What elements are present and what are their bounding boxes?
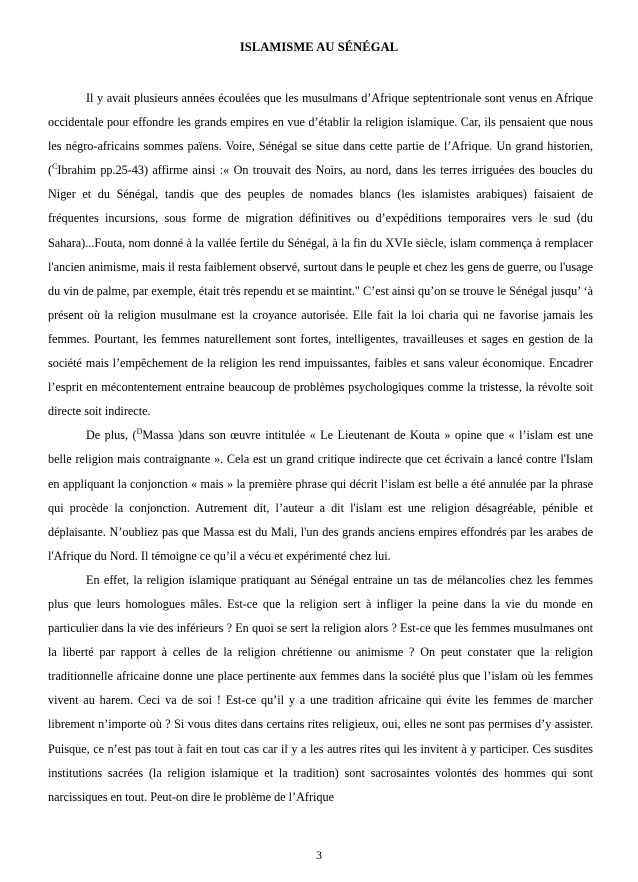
paragraph-1-text-b: Ibrahim pp.25-43) affirme ainsi :« On trouvait des Noirs, au nord, dans les terres irriguées des boucles du Niger et du Sénégal, tandis que des peuples de nomades blancs (les islamistes arabiques) faisaient de fréquentes incursions, sous forme de migration définitives ou d’expéditions temporaires vers le sud (du Sahara)...Fouta, nom donné à la vallée fertile du Sénégal, à la fin du XVIe siècle, islam commença à remplacer l'ancien animisme, mais il resta faiblement observé, surtout dans le peuple et chez les gens de guerre, ou l'usage du vin de palme, par exemple, était très rependu et se maintint." C’est ainsi qu’on se trouve le Sénégal jusqu’ ‘à présent où la religion musulmane est la croyance autorisée. Elle fait la loi charia qui ne favorise jamais les femmes. Pourtant, les femmes naturellement sont fortes, intelligentes, travailleuses et sages en gestion de la société mais l’empêchement de la religion les rend impuissantes, faibles et sans valeur économique. Encadrer l’esprit en mécontentement entraine beaucoup de problèmes psychologiques comme la tristesse, la révolte soit directe soit indirecte. bbox=[48, 163, 593, 419]
page-number: 3 bbox=[316, 848, 322, 862]
paragraph-3: En effet, la religion islamique pratiquant au Sénégal entraine un tas de mélancolies chez les femmes plus que leurs homologues mâles. Est-ce que la religion sert à infliger la peine dans la vie du monde en particulier dans la vie des inférieurs ? En quoi se sert la religion alors ? Est-ce que les femmes musulmanes ont la liberté par rapport à celles de la religion chrétienne ou animisme ? On peut constater que la religion traditionnelle africaine donne une place pertinente aux femmes dans la société plus que l’islam où les femmes vivent au harem. Ceci va de soi ! Est-ce qu’il y a une tradition africaine qui évite les femmes de marcher librement n’importe où ? Si vous dites dans certains rites religieux, oui, elles ne sont pas permises d’y assister. Puisque, ce n’est pas tout à fait en tout cas car il y a les autres rites qui les invitent à y participer. Ces susdites institutions sacrées (la religion islamique et la tradition) sont sacrosaintes volontés des hommes qui sont narcissiques en tout. Peut-on dire le problème de l’Afrique bbox=[48, 572, 593, 804]
paragraph-1-text-a: Il y avait plusieurs années écoulées que les musulmans d’Afrique septentrionale sont venus en Afrique occidentale pour effondre les grands empires en vue d’établir la religion islamique. Car, ils pensaient que nous les négro-africains sommes païens. Voire, Sénégal se situe dans cette partie de l’Afrique. Un grand historien, ( bbox=[48, 91, 593, 178]
citation-marker-d: D bbox=[136, 427, 143, 437]
paragraph-1 bbox=[48, 86, 593, 423]
document-body bbox=[48, 86, 593, 809]
paragraph-2-text-a: De plus, ( bbox=[86, 428, 137, 443]
paragraph-2 bbox=[48, 423, 593, 568]
paragraph-2-text-b: Massa )dans son œuvre intitulée « Le Lieutenant de Kouta » opine que « l’islam est une belle religion mais contraignante ». Cela est un grand critique indirecte que cet écrivain a lancé contre l'Islam en appliquant la conjonction « mais » la première phrase qui décrit l’islam est belle a été annulée par la phrase qui procède la conjonction. Autrement dit, l’auteur a dit l'islam est une religion désagréable, pénible et déplaisante. N’oubliez pas que Massa est du Mali, l'un des grands anciens empires effondrés par les arabes de l'Afrique du Nord. Il témoigne ce qu’il a vécu et expérimenté chez lui. bbox=[48, 428, 594, 563]
citation-marker-c: C bbox=[52, 162, 58, 172]
page-title: ISLAMISME AU SÉNÉGAL bbox=[239, 40, 399, 54]
